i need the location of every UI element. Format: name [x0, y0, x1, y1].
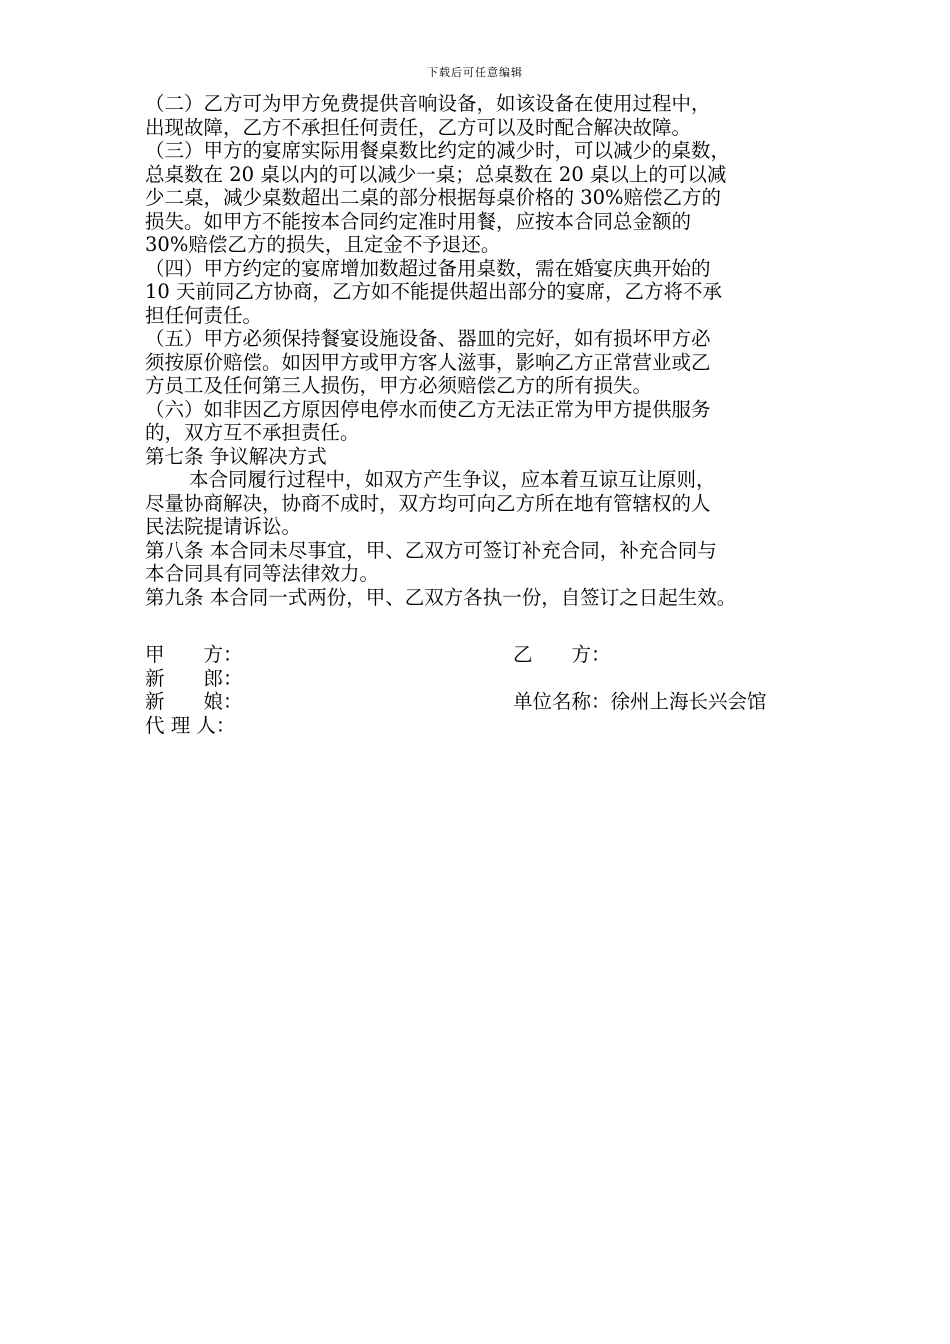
unit-name-label: 单位名称：徐州上海长兴会馆 [513, 690, 767, 713]
signature-row [145, 667, 825, 691]
clause-line: 尽量协商解决，协商不成时，双方均可向乙方所在地有管辖权的人 [145, 491, 711, 515]
article-line: 第九条 本合同一式两份，甲、乙双方各执一份，自签订之日起生效。 [145, 585, 737, 609]
spacer [145, 609, 825, 643]
clause-line: （五）甲方必须保持餐宴设施设备、器皿的完好，如有损坏甲方必 [145, 327, 711, 350]
party-b-label: 乙 方： [513, 643, 611, 666]
clause-line: （三）甲方的宴席实际用餐桌数比约定的减少时，可以减少的桌数， [145, 139, 731, 162]
clause-line: （六）如非因乙方原因停电停水而使乙方无法正常为甲方提供服务 [145, 397, 711, 421]
bride-label: 新 娘： [145, 690, 243, 713]
clause-line: 的，双方互不承担责任。 [145, 421, 360, 444]
article-heading: 第七条 争议解决方式 [145, 444, 327, 468]
signature-row [145, 690, 825, 714]
clause-line: 总桌数在 20 桌以内的可以减少一桌；总桌数在 20 桌以上的可以减 [145, 162, 727, 186]
clause-line: 本合同履行过程中，如双方产生争议，应本着互谅互让原则， [189, 468, 716, 491]
clause-line: 30%赔偿乙方的损失，且定金不予退还。 [145, 233, 501, 256]
clause-line: 方员工及任何第三人损伤，甲方必须赔偿乙方的所有损失。 [145, 374, 653, 397]
clause-line: 少二桌，减少桌数超出二桌的部分根据每桌价格的 30%赔偿乙方的 [145, 186, 722, 209]
clause-line: 担任何责任。 [145, 303, 263, 327]
agent-label: 代 理 人： [145, 713, 236, 737]
contract-body [145, 92, 825, 737]
clause-line: （二）乙方可为甲方免费提供音响设备，如该设备在使用过程中， [145, 92, 711, 115]
clause-line: 民法院提请诉讼。 [145, 515, 302, 538]
clause-line: （四）甲方约定的宴席增加数超过备用桌数，需在婚宴庆典开始的 [145, 256, 711, 280]
party-a-label: 甲 方： [145, 643, 243, 666]
clause-line: 10 天前同乙方协商，乙方如不能提供超出部分的宴席，乙方将不承 [145, 280, 723, 303]
signature-row [145, 643, 825, 667]
clause-line: 损失。如甲方不能按本合同约定准时用餐，应按本合同总金额的 [145, 209, 692, 233]
clause-line: 本合同具有同等法律效力。 [145, 562, 380, 585]
article-line: 第八条 本合同未尽事宜，甲、乙双方可签订补充合同，补充合同与 [145, 538, 717, 562]
clause-line: 出现故障，乙方不承担任何责任，乙方可以及时配合解决故障。 [145, 115, 692, 139]
page-header: 下载后可任意编辑 [427, 66, 523, 79]
groom-label: 新 郎： [145, 666, 243, 690]
signature-row [145, 714, 825, 738]
clause-line: 须按原价赔偿。如因甲方或甲方客人滋事，影响乙方正常营业或乙 [145, 350, 711, 374]
